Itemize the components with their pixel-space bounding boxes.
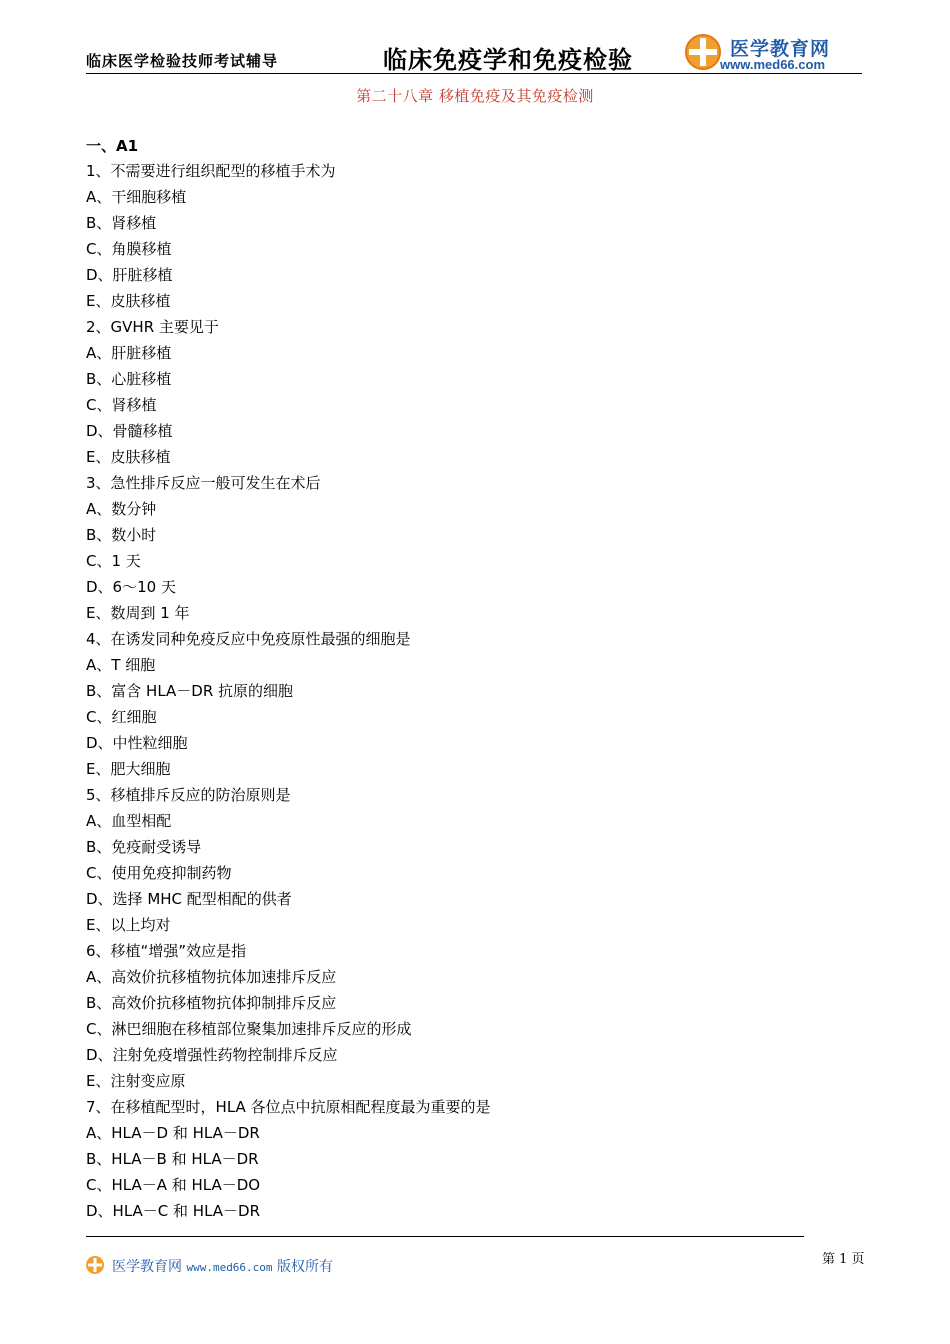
answer-option: A、数分钟: [86, 500, 157, 518]
answer-option: B、高效价抗移植物抗体抑制排斥反应: [86, 994, 337, 1012]
question-list: [86, 158, 491, 1224]
answer-option: A、干细胞移植: [86, 188, 187, 206]
question-stem: 4、在诱发同种免疫反应中免疫原性最强的细胞是: [86, 630, 411, 648]
answer-option: E、皮肤移植: [86, 448, 171, 466]
question-stem: 2、GVHR 主要见于: [86, 318, 219, 336]
footer-divider: [86, 1236, 804, 1237]
answer-option: E、皮肤移植: [86, 292, 171, 310]
answer-option: E、注射变应原: [86, 1072, 186, 1090]
answer-option: B、数小时: [86, 526, 157, 544]
answer-option: D、6～10 天: [86, 578, 176, 596]
answer-option: E、数周到 1 年: [86, 604, 190, 622]
answer-option: D、中性粒细胞: [86, 734, 188, 752]
answer-option: C、1 天: [86, 552, 141, 570]
answer-option: C、淋巴细胞在移植部位聚集加速排斥反应的形成: [86, 1020, 412, 1038]
header-center-title: 临床免疫学和免疫检验: [383, 46, 633, 74]
answer-option: C、肾移植: [86, 396, 157, 414]
logo-url: www.med66.com: [720, 57, 825, 72]
answer-option: E、以上均对: [86, 916, 171, 934]
page-number: 第 1 页: [822, 1252, 865, 1267]
chapter-title: 第二十八章 移植免疫及其免疫检测: [356, 87, 594, 105]
answer-option: C、HLA－A 和 HLA－DO: [86, 1176, 261, 1194]
answer-option: B、富含 HLA－DR 抗原的细胞: [86, 682, 294, 700]
answer-option: A、肝脏移植: [86, 344, 172, 362]
answer-option: B、HLA－B 和 HLA－DR: [86, 1150, 259, 1168]
question-stem: 1、不需要进行组织配型的移植手术为: [86, 162, 336, 180]
answer-option: D、HLA－C 和 HLA－DR: [86, 1202, 261, 1220]
header-left-title: 临床医学检验技师考试辅导: [86, 52, 279, 70]
question-stem: 3、急性排斥反应一般可发生在术后: [86, 474, 321, 492]
footer-site-url: www.med66.com: [186, 1261, 273, 1274]
answer-option: A、HLA－D 和 HLA－DR: [86, 1124, 260, 1142]
answer-option: A、T 细胞: [86, 656, 156, 674]
logo-name: 医学教育网: [730, 38, 831, 60]
footer-site-name: 医学教育网: [112, 1259, 182, 1275]
footer-logo-icon: [85, 1255, 105, 1275]
answer-option: C、使用免疫抑制药物: [86, 864, 232, 882]
answer-option: A、高效价抗移植物抗体加速排斥反应: [86, 968, 337, 986]
question-stem: 6、移植“增强”效应是指: [86, 942, 247, 960]
footer-rights: 版权所有: [277, 1259, 333, 1275]
answer-option: D、注射免疫增强性药物控制排斥反应: [86, 1046, 338, 1064]
question-stem: 5、移植排斥反应的防治原则是: [86, 786, 291, 804]
footer-copyright: [112, 1256, 333, 1276]
section-title: 一、A1: [86, 137, 139, 155]
answer-option: E、肥大细胞: [86, 760, 171, 778]
answer-option: A、血型相配: [86, 812, 172, 830]
answer-option: B、心脏移植: [86, 370, 172, 388]
answer-option: B、肾移植: [86, 214, 157, 232]
answer-option: C、红细胞: [86, 708, 157, 726]
answer-option: C、角膜移植: [86, 240, 172, 258]
question-stem: 7、在移植配型时，HLA 各位点中抗原相配程度最为重要的是: [86, 1098, 491, 1116]
answer-option: D、肝脏移植: [86, 266, 173, 284]
header-divider: [86, 73, 862, 74]
answer-option: D、选择 MHC 配型相配的供者: [86, 890, 292, 908]
answer-option: D、骨髓移植: [86, 422, 173, 440]
answer-option: B、免疫耐受诱导: [86, 838, 202, 856]
